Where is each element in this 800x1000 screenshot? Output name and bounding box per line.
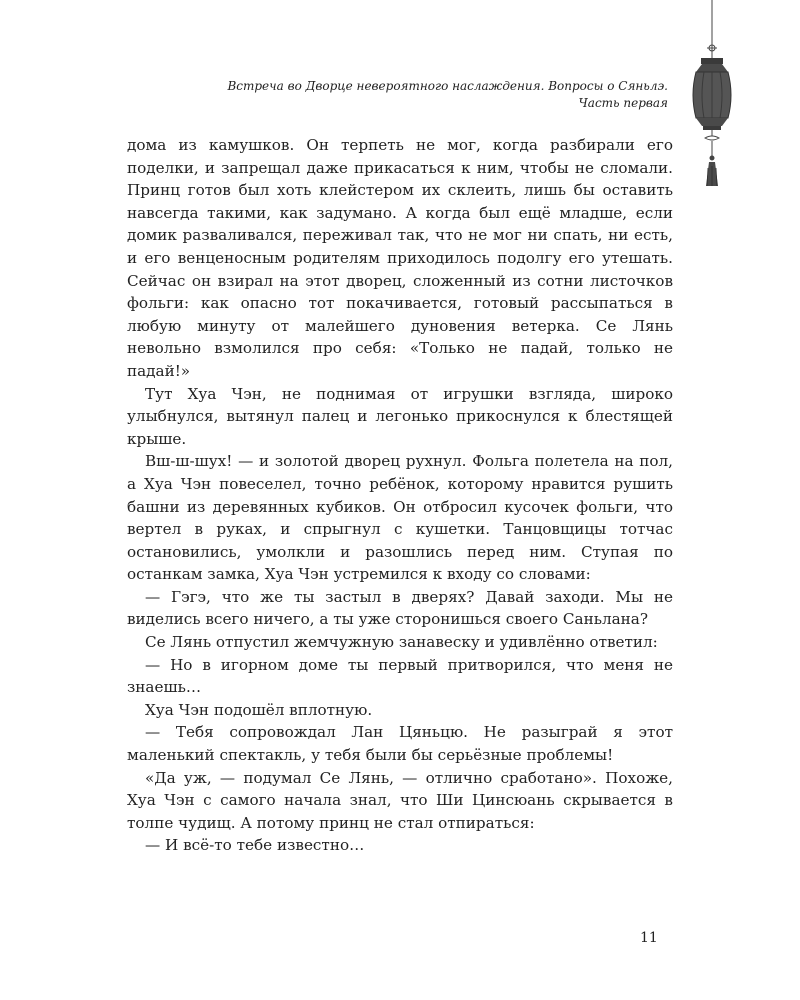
- paragraph: «Да уж, — подумал Се Лянь, — отлично сработано». Похоже, Хуа Чэн с самого начала знал, что Ши Цинсюань скрывается в толпе чудищ. А потому принц не стал отпираться:: [127, 768, 673, 832]
- paragraph: — И всё-то тебе известно…: [145, 836, 365, 855]
- paragraph: Се Лянь отпустил жемчужную занавеску и удивлённо ответил:: [145, 633, 658, 652]
- chinese-lantern-icon: [688, 0, 736, 200]
- paragraph: — Но в игорном доме ты первый притворился, что меня не знаешь…: [127, 655, 673, 697]
- body-text: [127, 134, 673, 857]
- page-number: 11: [640, 930, 658, 946]
- running-header: [148, 78, 668, 112]
- paragraph: — Тебя сопровождал Лан Цяньцю. Не разыграй я этот маленький спектакль, у тебя были бы серьёзные проблемы!: [127, 723, 673, 765]
- running-header-line-2: Часть первая: [578, 96, 668, 110]
- running-header-line-1: Встреча во Дворце невероятного наслаждения. Вопросы о Сяньлэ.: [227, 79, 668, 93]
- paragraph: дома из камушков. Он терпеть не мог, когда разбирали его поделки, и запрещал даже прикасаться к ним, чтобы не сломали. Принц готов был хоть клейстером их склеить, лишь бы оставить навсегда такими, как задумано. А когда был ещё младше, если домик разваливался, переживал так, что не мог ни спать, ни есть, и его венценосным родителям приходилось подолгу его утешать. Сейчас он взирал на этот дворец, сложенный из сотни листочков фольги: как опасно тот покачивается, готовый рассыпаться в любую минуту от малейшего дуновения ветерка. Се Лянь невольно взмолился про себя: «Только не падай, только не падай!»: [127, 136, 673, 380]
- paragraph: Тут Хуа Чэн, не поднимая от игрушки взгляда, широко улыбнулся, вытянул палец и легонько прикоснулся к блестящей крыше.: [127, 384, 673, 448]
- paragraph: Вш-ш-шух! — и золотой дворец рухнул. Фольга полетела на пол, а Хуа Чэн повеселел, точно ребёнок, которому нравится рушить башни из деревянных кубиков. Он отбросил кусочек фольги, что вертел в руках, и спрыгнул с кушетки. Танцовщицы тотчас остановились, умолкли и разошлись перед ним. Ступая по останкам замка, Хуа Чэн устремился к входу со словами:: [127, 452, 673, 584]
- paragraph: Хуа Чэн подошёл вплотную.: [145, 700, 373, 719]
- paragraph: — Гэгэ, что же ты застыл в дверях? Давай заходи. Мы не виделись всего ничего, а ты уже сторонишься своего Саньлана?: [127, 587, 673, 629]
